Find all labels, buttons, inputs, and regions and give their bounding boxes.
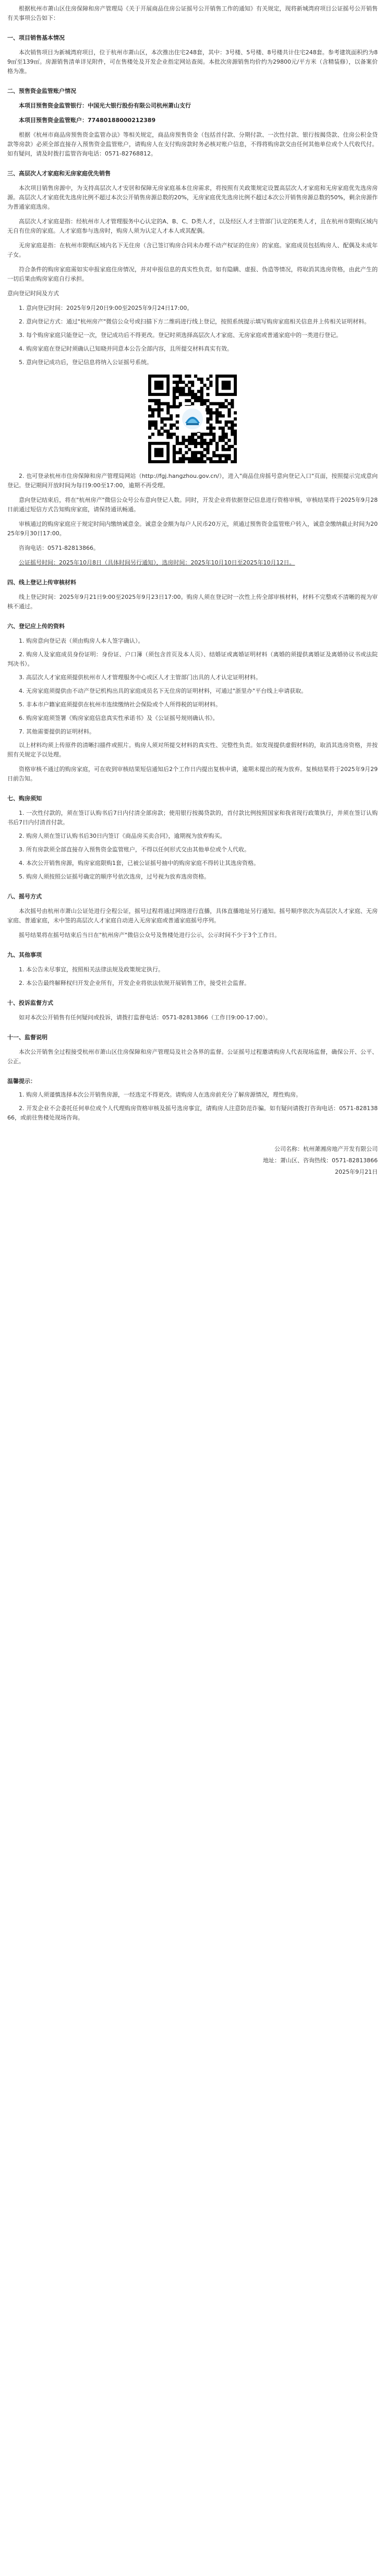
list-item: 3. 每个购房家庭只能登记一次，登记成功后不得更改。登记时须选择高层次人才家庭、无房家庭或普通家庭中的一类进行登记。 <box>19 332 342 339</box>
qr-code-icon[interactable] <box>148 375 237 463</box>
dates-line: 公证摇号时间：2025年10月8日（具体时间另行通知），选房时间：2025年10月10日至2025年10月12日。 <box>19 559 295 566</box>
list-item: 2. 本公告最终解释权归开发企业所有，开发企业将依法依规开展销售工作，接受社会监督。 <box>19 980 250 986</box>
list-item: 2. 购房人须在签订认购书后30日内签订《商品房买卖合同》，逾期视为放弃购买。 <box>19 833 226 839</box>
list-item: 2. 意向登记方式：通过"杭州房产"微信公众号或扫描下方二维码进行线上登记，按照系统提示填写购房家庭相关信息并上传相关证明材料。 <box>19 318 370 325</box>
section-paragraph: 如对本次公开销售有任何疑问或投诉，请拨打监督电话：0571-82813866（工作日9:00-17:00）。 <box>19 1014 271 1021</box>
list-item: 2. 购房人及家庭成员身份证明：身份证、户口簿（须包含首页及本人页）、结婚证或离婚证明材料（离婚的须提供离婚证及离婚协议书或法院判决书）。 <box>7 651 378 667</box>
footer-date: 2025年9月21日 <box>335 1169 378 1175</box>
list-item: 4. 购房家庭在登记时须确认已知晓并同意本公告全部内容，且所提交材料真实有效。 <box>19 345 233 352</box>
section-paragraph: 无房家庭是指：在杭州市限购区域内名下无住房（含已签订购房合同未办理不动产权证的住房）的家庭。家庭成员包括购房人、配偶及未成年子女。 <box>7 242 378 258</box>
note-item: 2. 开发企业不会委托任何单位或个人代理购房资格审核及摇号选房事宜，请购房人注意防范诈骗。如有疑问请拨打咨询电话：0571-82813866，或前往售楼处现场咨询。 <box>7 1105 378 1121</box>
list-item: 5. 意向登记成功后，登记信息将纳入公证摇号系统。 <box>19 359 152 366</box>
section-paragraph: 符合条件的购房家庭需如实申报家庭住房情况，并对申报信息的真实性负责。如有隐瞒、虚报、伪造等情况，将取消其选房资格，由此产生的一切后果由购房家庭自行承担。 <box>7 266 378 282</box>
list-item: 4. 本次公开销售房源，购房家庭限购1套，已被公证摇号抽中的购房家庭不得转让其选房资格。 <box>19 860 259 866</box>
section-heading: 四、线上登记上传审核材料 <box>7 579 76 586</box>
section-paragraph: 本项目预售资金监管银行：中国光大银行股份有限公司杭州萧山支行 <box>19 102 191 109</box>
section-paragraph: 本次销售项目为新城湾府项目，位于杭州市萧山区，本次推出住宅248套，其中：3号楼、5号楼、8号楼共计住宅248套。参考建筑面积约为89㎡至139㎡。房源销售清单详见附件，可在售楼处及开发企业指定网站查阅。本批次房源销售均价约为29800元/平方米（含精装修），以备案价格为准。 <box>7 49 378 75</box>
section-paragraph: 线上登记时间：2025年9月21日9:00至2025年9月23日17:00。购房人须在登记时一次性上传全部审核材料，材料不完整或不清晰的视为审核不通过。 <box>7 594 378 610</box>
contact-line: 咨询电话：0571-82813866。 <box>19 545 99 551</box>
qr-section <box>7 375 378 463</box>
section-heading: 六、登记应上传的资料 <box>7 623 65 630</box>
list-item: 5. 购房人须按照公证摇号确定的顺序号依次选房，过号视为放弃选房资格。 <box>19 873 210 880</box>
section-heading: 一、项目销售基本情况 <box>7 34 65 41</box>
footer-company: 公司名称：杭州萧湘房地产开发有限公司 <box>274 1146 378 1152</box>
section-paragraph: 本次项目销售房源中，为支持高层次人才安居和保障无房家庭基本住房需求，将按照有关政策规定设置高层次人才家庭和无房家庭优先选房房源。高层次人才家庭优先选房比例不超过本次公开销售房源总数的20%，无房家庭优先选房比例不超过本次公开销售房源总数的50%，剩余房源作为普通家庭选房。 <box>7 185 378 210</box>
section-paragraph: 资格审核不通过的购房家庭，可在收到审核结果短信通知后2个工作日内提出复核申请，逾期未提出的视为放弃。复核结果将于2025年9月29日前告知。 <box>7 766 378 782</box>
sub-heading: 意向登记时间及方式 <box>7 290 59 297</box>
intro-paragraph: 根据杭州市萧山区住房保障和房产管理局《关于开展商品住房公证摇号公开销售工作的通知》有关规定，现将新城湾府项目公证摇号公开销售有关事项公告如下： <box>7 5 378 21</box>
section-heading: 三、高层次人才家庭和无房家庭优先销售 <box>7 170 111 177</box>
section-paragraph: 审核通过的购房家庭应于规定时间内缴纳诚意金。诚意金金额为每户人民币20万元，须通过预售资金监管账户转入，诚意金缴纳截止时间为2025年9月30日17:00。 <box>7 521 378 537</box>
section-paragraph: 本次公开销售全过程接受杭州市萧山区住房保障和房产管理局及社会各界的监督。公证摇号过程邀请购房人代表现场监督，确保公开、公平、公正。 <box>7 1049 378 1065</box>
note-item: 1. 购房人须谨慎选择本次公开销售房源，一经选定不得更改。请购房人在选房前充分了解房源情况，理性购房。 <box>19 1091 302 1098</box>
section-paragraph: 根据《杭州市商品房预售资金监管办法》等相关规定，商品房预售资金（包括首付款、分期付款、一次性付款、银行按揭贷款、住房公积金贷款等房款）必须全部直接存入预售资金监管账户，请购房人在支付购房款时务必核对账户信息，不得将购房款交由任何其他单位或个人代收代付。如有疑问，请及时拨打监管咨询电话：0571-82768812。 <box>7 131 378 157</box>
section-heading: 十、投诉监督方式 <box>7 1000 53 1006</box>
brand-logo-icon <box>179 406 206 432</box>
list-item: 1. 购房意向登记表（须由购房人本人签字确认）。 <box>19 637 144 644</box>
list-item: 4. 无房家庭须提供由不动产登记机构出具的家庭成员名下无住房的证明材料，可通过"浙里办"平台线上申请获取。 <box>19 688 307 694</box>
list-item: 6. 购房家庭须签署《购房家庭信息真实性承诺书》及《公证摇号规则确认书》。 <box>19 715 219 721</box>
article-body <box>0 0 385 1177</box>
section-heading: 八、摇号方式 <box>7 893 42 900</box>
list-item: 5. 非本市户籍家庭须提供在杭州市连续缴纳社会保险或个人所得税的证明材料。 <box>19 701 221 708</box>
list-item: 1. 意向登记时间：2025年9月20日9:00至2025年9月24日17:00。 <box>19 305 193 311</box>
notes-heading: 温馨提示： <box>7 1078 36 1085</box>
list-item: 3. 高层次人才家庭须提供杭州市人才管理服务中心或区人才主管部门出具的人才认定证明材料。 <box>19 674 261 681</box>
section-heading: 七、购房须知 <box>7 795 42 802</box>
section-paragraph: 摇号结果将在摇号结束后当日在"杭州房产"微信公众号及售楼处进行公示，公示时间不少于3个工作日。 <box>19 932 281 938</box>
section-paragraph: 本项目预售资金监管账户：77480188000212389 <box>19 117 156 124</box>
footer-address: 地址：萧山区、咨询热线：0571-82813866 <box>263 1157 378 1164</box>
list-item: 1. 本公告未尽事宜，按照相关法律法规及政策规定执行。 <box>19 966 164 973</box>
section-heading: 二、预售资金监管账户情况 <box>7 88 76 94</box>
section-paragraph: 2. 也可登录杭州市住房保障和房产管理局网站（http://fgj.hangzhou.gov.cn/），进入"商品住房摇号意向登记入口"页面，按照提示完成意向登记。登记期间开放时间为每日9:00至17:00，逾期不再受理。 <box>7 473 378 489</box>
section-paragraph: 高层次人才家庭是指：经杭州市人才管理服务中心认定的A、B、C、D类人才，以及经区人才主管部门认定的E类人才，且在杭州市限购区域内无自有住房的家庭。人才家庭参与选房时，购房人须为认定人才本人或其配偶。 <box>7 218 378 234</box>
section-paragraph: 意向登记结束后，将在"杭州房产"微信公众号公布意向登记人数。同时，开发企业将依据登记信息进行资格审核，审核结果将于2025年9月28日前通过短信方式告知购房家庭，请保持通讯畅通。 <box>7 497 378 513</box>
section-heading: 九、其他事项 <box>7 952 42 958</box>
list-item: 7. 其他需要提供的证明材料。 <box>19 728 95 735</box>
list-item: 3. 所有房款须全部直接存入预售资金监管账户，不得以任何形式交由其他单位或个人代收。 <box>19 846 250 853</box>
section-paragraph: 以上材料均须上传原件的清晰扫描件或照片。购房人须对所提交材料的真实性、完整性负责。如发现提供虚假材料的，取消其选房资格，并按照有关规定予以处理。 <box>7 742 378 758</box>
section-paragraph: 本次摇号由杭州市萧山公证处进行全程公证，摇号过程将通过网络进行直播，具体直播地址另行通知。摇号顺序依次为高层次人才家庭、无房家庭、普通家庭，未中签的高层次人才家庭自动进入无房家庭或普通家庭摇号序列。 <box>7 908 378 924</box>
section-heading: 十一、监督说明 <box>7 1034 47 1041</box>
list-item: 1. 一次性付款的，须在签订认购书后7日内付清全部房款；使用银行按揭贷款的，首付款比例按照国家和我省现行政策执行，并须在签订认购书后7日内付清首付款。 <box>7 810 378 826</box>
